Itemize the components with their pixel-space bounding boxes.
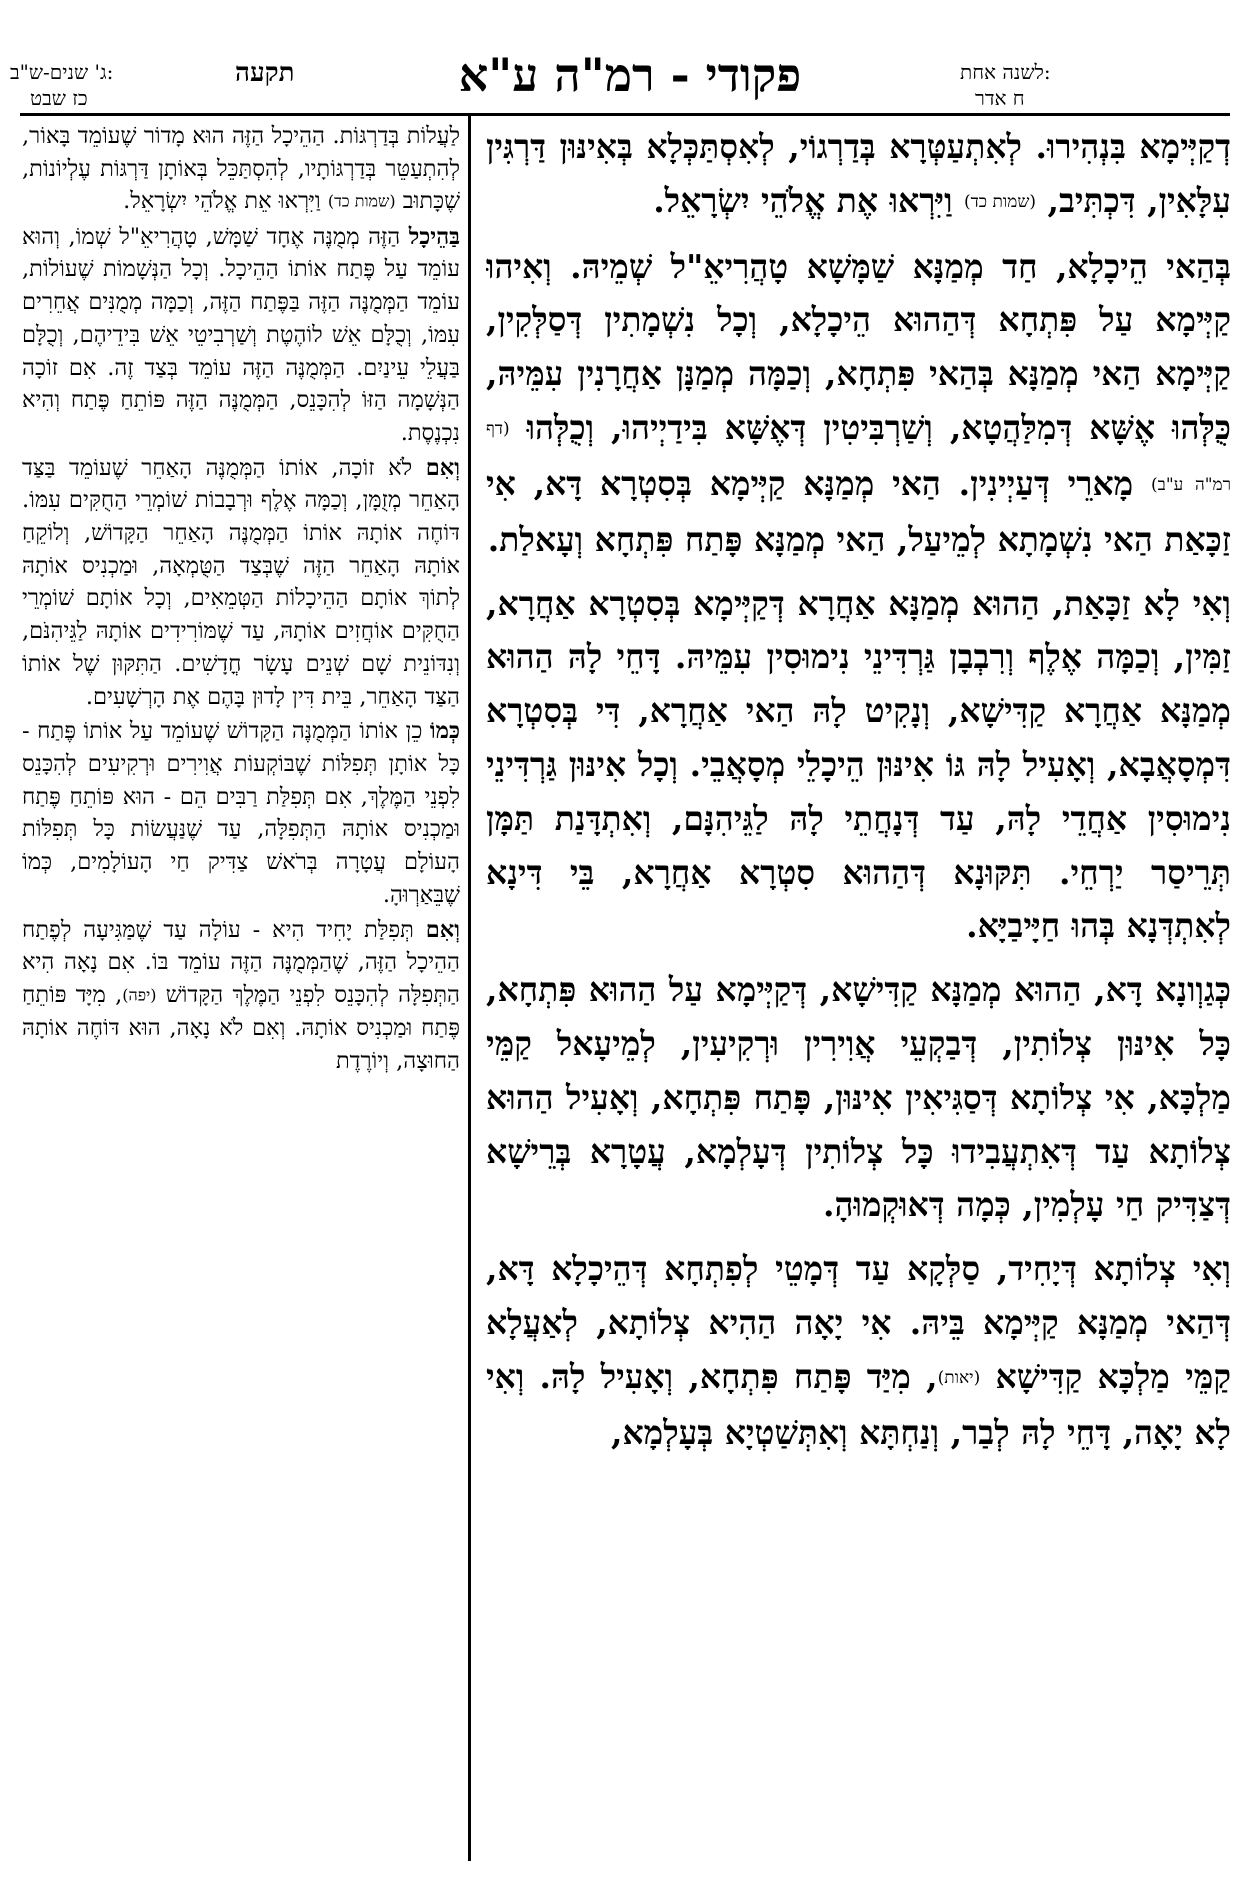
paragraph-text: , מִיַּד פָּתַח פִּתְחָא, וְאָעִיל לָהּ. וְאִי לָא יָאָה, דָּחֵי לָהּ לְבַר, וְנַחְתָּא וְאִתְּשַׁטְיָא בְּעָלְמָא, [486,1356,1231,1452]
paragraph-text: תְּפִלַּת יָחִיד הִיא - עוֹלָה עַד שֶׁמַּגִּיעָה לְפֶתַח הַהֵיכָל הַזֶּה, שֶׁהַמְּמֻנֶּה הַזֶּה עוֹמֵד בּוֹ. אִם נָאָה הִיא הַתְּפִלָּה לְהִכָּנֵס לִפְנֵי הַמֶּלֶךְ הַקָּדוֹשׁ [22,916,460,1008]
main-paragraph [486,240,1231,567]
hebrew-translation-column [22,120,460,1875]
folio-reference: (דף רמ"ה ע"ב) [486,419,1231,496]
paragraph-text: הֵיכָלָא, חַד מְמַנָּא שַׁמָּשָׁא טָהֲרִיאֵ"ל שְׁמֵיהּ. וְאִיהוּ קַיְּימָא עַל פִּתְחָא דְּהַהוּא הֵיכָלָא, וְכָל נִשְׁמָתִין דְּסַלְּקִין, קַיְּימָא הַאי מְמַנָּא בְּהַאי פִּתְחָא, וְכַמָּה מְמַנָּן אַחֲרָנִין עִמֵּיהּ, כֻּלְּהוּ אֶשָּׁא דְּמִלַּהֲטָא, וְשַׁרְבִּיטִין דְּאֶשָּׁא בִּידַיְיהוּ, וְכֻלְּהוּ [486,246,1231,448]
paragraph-text: לָא זַכָּאַת, הַהוּא מְמַנָּא אַחֲרָא דְּקַיְּימָא בְּסִטְרָא אַחֲרָא, זַמִּין, וְכַמָּה אֶלֶף וְרִבְבָן גַּרְדִּינֵי נִימוּסִין עִמֵּיהּ. דָּחֵי לָהּ הַהוּא מְמַנָּא אַחֲרָא קַדִּישָׁא, וְנָקִיט לָהּ הַאי אַחֲרָא, דִּי בְּסִטְרָא דִּמְסָאֲבָא, וְאָעִיל לָהּ גּוֹ אִינּוּן הֵיכָלֵי מְסָאֲבֵי. וְכָל אִינּוּן גַּרְדִּינֵי נִימוּסִין אַחֲדֵי לָהּ, עַד דְּנָחֲתֵי לָהּ לַגֵּיהִנָּם, וְאִתְדָּנַת תַּמָּן תְּרֵיסַר יַרְחֵי. תִּקּוּנָא דְּהַהוּא סִטְרָא אַחֲרָא, בֵּי דִּינָא לְאִתְדְּנָא בְּהוּ חַיָּיבַיָּא. [486,583,1231,946]
translation-paragraph [22,715,460,911]
paragraph-text: וַיִּרְאוּ אֶת אֱלֹהֵי יִשְׂרָאֵל. [653,180,964,220]
variant-reading-note: (יאות) [937,1367,981,1388]
paragraph-lead-word: בַּהֵיכָל [408,223,460,250]
study-schedule-one-year: לשנה אחת: [960,60,1051,84]
paragraph-text: בִּנְהִירוּ. לְאִתְעַטְּרָא בְּדַרְגוֹי, לְאִסְתַּכְּלָא בְּאִינּוּן דַּרְגִּין עִלָּאִין, דִּכְתִּיב, [486,127,1231,220]
translation-paragraph [22,120,460,219]
paragraph-text: הַזֶּה מְמֻנֶּה אֶחָד שַׁמָּשׁ, טָהֲרִיאֵ"ל שְׁמוֹ, וְהוּא עוֹמֵד עַל פֶּתַח אוֹתוֹ הַהֵיכָל. וְכָל הַנְּשָׁמוֹת שֶׁעוֹלוֹת, עוֹמֵד הַמְּמֻנֶּה הַזֶּה בַּפֶּתַח הַזֶּה, וְכַמָּה מְמֻנִּים אֲחֵרִים עִמּוֹ, וְכֻלָּם אֵשׁ לוֹהֶטֶת וְשַׁרְבִיטֵי אֵשׁ בִּידֵיהֶם, וְכֻלָּם בַּעֲלֵי עֵינַיִם. הַמְּמֻנֶּה הַזֶּה עוֹמֵד בְּצַד זֶה. אִם זוֹכָה הַנְּשָׁמָה הַזּוֹ לְהִכָּנֵס, הַמְּמֻנֶּה הַזֶּה פּוֹתֵחַ פֶּתַח וְהִיא נִכְנֶסֶת. [22,223,460,446]
paragraph-lead-word: וְאִם [425,916,460,943]
paragraph-text: לֹא זוֹכָה, אוֹתוֹ הַמְּמֻנֶּה הָאַחֵר שֶׁעוֹמֵד בַּצַּד הָאַחֵר מְזֻמָּן, וְכַמָּה אֶלֶף וּרְבָבוֹת שׁוֹמְרֵי הַחֻקִּים עִמּוֹ. דּוֹחֶה אוֹתָהּ אוֹתוֹ הַמְּמֻנֶּה הָאַחֵר הַקָּדוֹשׁ, וְלוֹקֵחַ אוֹתָהּ הָאַחֵר הַזֶּה שֶׁבְּצַד הַטֻּמְאָה, וּמַכְנִיס אוֹתָהּ לְתוֹךְ אוֹתָם הַהֵיכָלוֹת הַטְּמֵאִים, וְכָל אוֹתָם שׁוֹמְרֵי הַחֻקִּים אוֹחֲזִים אוֹתָהּ, עַד שֶׁמּוֹרִידִים אוֹתָהּ לַגֵּיהִנֹּם, וְנִדּוֹנֵית שָׁם שְׁנֵים עָשָׂר חֳדָשִׁים. הַתִּקּוּן שֶׁל אוֹתוֹ הַצַּד הָאַחֵר, בֵּית דִּין לָדוּן בָּהֶם אֶת הָרְשָׁעִים. [22,454,460,710]
main-paragraph [486,120,1231,230]
paragraph-lead-word: כְּגַוְונָא [1155,970,1231,1010]
variant-reading-note: (יפה) [122,985,157,1005]
main-paragraph [486,577,1231,954]
paragraph-lead-word: וְאִי [1192,1249,1231,1289]
translation-paragraph [22,221,460,450]
main-paragraph [486,1242,1231,1459]
paragraph-text: , מִיָּד פּוֹתֵחַ פֶּתַח וּמַכְנִיס אוֹתָהּ. וְאִם לֹא נָאָה, הוּא דּוֹחֶה אוֹתָהּ הַחוּצָה, וְיוֹרֶדֶת [22,981,460,1074]
page-title: פקודי - רמ"ה ע"א [458,48,802,102]
paragraph-lead-word: וְאִם [425,454,460,481]
paragraph-text: לַעֲלוֹת בְּדַרְגּוֹת. הַהֵיכָל הַזֶּה הוּא מָדוֹר שֶׁעוֹמֵד בָּאוֹר, לְהִתְעַטֵּר בְּדַרְגּוֹתָיו, לְהִסְתַּכֵּל בְּאוֹתָן דַּרְגּוֹת עֶלְיוֹנוֹת, שֶׁכָּתוּב [22,123,460,215]
verse-reference: (שמות כד) [327,192,396,212]
paragraph-text: דָּא, הַהוּא מְמַנָּא קַדִּישָׁא, דְּקַיְּימָא עַל הַהוּא פִּתְחָא, כָּל אִינּוּן צְלוֹתִין, דְּבַקְעֵי אֲוִירִין וּרְקִיעִין, לְמֵיעָאל קַמֵּי מַלְכָּא, אִי צְלוֹתָא דְּסַגִּיאִין אִינּוּן, פָּתַח פִּתְחָא, וְאָעִיל הַהוּא צְלוֹתָא עַד דְּאִתְעֲבִידוּ כָּל צְלוֹתִין דְּעָלְמָא, עֲטָרָא בְּרֵישָׁא דְּצַדִּיק חַי עָלְמִין, כְּמָה דְּאוּקְמוּהָ. [486,970,1231,1225]
paragraph-text: צְלוֹתָא דְּיָחִיד, סַלְּקָא עַד דְּמָטֵי לְפִתְחָא דְּהֵיכָלָא דָּא, דְּהַאי מְמַנָּא קַיְּימָא בֵּיהּ. אִי יָאָה הַהִיא צְלוֹתָא, לְאַעֲלָא קַמֵּי מַלְכָּא קַדִּישָׁא [486,1249,1231,1396]
study-schedule-three-years: ג' שנים-ש"ב: [10,60,114,84]
main-paragraph [486,963,1231,1232]
paragraph-text: וַיִּרְאוּ אֵת אֱלֹהֵי יִשְׂרָאֵל. [123,188,328,215]
paragraph-lead-word: וְאִי [1192,583,1231,623]
translation-paragraph [22,452,460,714]
verse-reference: (שמות כד) [964,191,1036,212]
header-rule [20,113,1230,116]
paragraph-text: כֵן אוֹתוֹ הַמְּמֻנֶּה הַקָּדוֹשׁ שֶׁעוֹמֵד עַל אוֹתוֹ פֶּתַח - כָּל אוֹתָן תְּפִלּוֹת שֶׁבּוֹקְעוֹת אֲוִירִים וּרְקִיעִים לְהִכָּנֵס לִפְנֵי הַמֶּלֶךְ, אִם תְּפִלַּת רַבִּים הֵם - הוּא פּוֹתֵחַ פֶּתַח וּמַכְנִיס אוֹתָהּ הַתְּפִלָּה, עַד שֶׁנַּעֲשׂוֹת כָּל תְּפִלּוֹת הָעוֹלָם עֲטָרָה בְּרֹאשׁ צַדִּיק חַי הָעוֹלָמִים, כְּמוֹ שֶׁבֵּאַרְוּהָ. [22,718,460,908]
study-date-three-years: כז שבט [30,86,88,110]
study-date-one-year: ח אדר [975,86,1025,110]
translation-paragraph [22,914,460,1078]
paragraph-lead-word: דְקַיְּימָא [1139,127,1231,166]
column-divider [468,116,471,1861]
aramaic-text-column [486,120,1231,1875]
paragraph-lead-word: כְּמוֹ [429,718,460,745]
paragraph-text: מָארֵי דְּעַיְינִין. הַאי מְמַנָּא קַיְּימָא בְּסִטְרָא דָּא, אִי זַכָּאַת הַאי נִשְׁמָתָא לְמֵיעַל, הַאי מְמַנָּא פָּתַח פִּתְחָא וְעָאלַת. [486,463,1231,559]
page-number: תקעה [235,58,295,88]
paragraph-lead-word: בְּהַאי [1166,246,1231,286]
